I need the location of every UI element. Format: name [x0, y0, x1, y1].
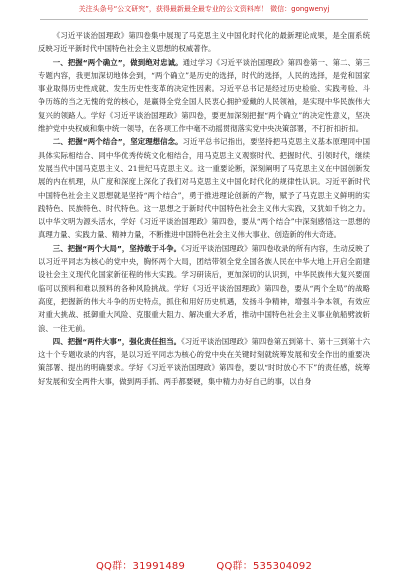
section-text: 《习近平谈治国理政》第四卷第五到第十、第十三到第十六这十个专题收录的内容，是以习近平同志为核心的党中央在关键时刻就统筹发展和安全作出的重要决策部署、提出的明确要求。学好《习近平谈治国理政》第四卷，要以“时时放心不下”的责任感，统筹好发展和安全两件大事，做到两手抓、两手都要硬，集中精力办好自己的事，以自身 [38, 336, 370, 386]
section-heading: 四、把握“两件大事”，强化责任担当。 [52, 336, 182, 346]
section-text: 《习近平谈治国理政》第四卷收录的所有内容，生动反映了以习近平同志为核心的党中央，胸怀两个大局，团结带领全党全国各族人民在中华大地上开启全面建设社会主义现代化国家新征程的伟大实践。学习研读后，更加深切的认识到，中华民族伟大复兴要面临可以预料和难以预料的各种风险挑战。学好《习近平谈治国理政》第四卷，要从“两个全局”的战略高度，把握新的伟大斗争的历史特点，抓住和用好历史机遇，发扬斗争精神，增强斗争本领，有效应对重大挑战、抵御重大风险、克服重大阻力、解决重大矛盾，推动中国特色社会主义事业航船劈波斩浪、一往无前。 [38, 243, 370, 333]
section-heading: 一、把握“两个确立”，做到绝对忠诚。 [52, 57, 183, 67]
article-body [38, 29, 370, 388]
section-text: 通过学习《习近平谈治国理政》第四卷第一、第二、第三专题内容，我更加深切地体会到，“两个确立”是历史的选择，时代的选择，人民的选择，是党和国家事业取得历史性成就、发生历史性变革的决定性因素。习近平总书记是经过历史检验、实践考验、斗争历练的当之无愧的党的核心，是赢得全党全国人民衷心拥护爱戴的人民领袖，是实现中华民族伟大复兴的领路人。学好《习近平谈治国理政》第四卷，要更加深刻把握“两个确立”的决定性意义，坚决维护党中央权威和集中统一领导，在各项工作中毫不动摇贯彻落实党中央决策部署，不打折扣折扣。 [38, 57, 370, 134]
header-divider [40, 19, 368, 20]
section-heading: 二、把握“两个结合”，坚定理想信念。 [52, 137, 183, 147]
intro-paragraph: 《习近平谈治国理政》第四卷集中展现了马克思主义中国化时代化的最新理论成果，是全面系统反映习近平新时代中国特色社会主义思想的权威著作。 [38, 31, 370, 54]
qq-group-2: QQ群：535304092 [216, 561, 313, 572]
section-paragraph [38, 56, 370, 136]
section-paragraph [38, 242, 370, 335]
section-text: 习近平总书记指出，要坚持把马克思主义基本原理同中国具体实际相结合、同中华优秀传统文化相结合，用马克思主义观察时代、把握时代、引领时代，继续发展当代中国马克思主义、21世纪马克思主义。这一重要论断，深刻阐明了马克思主义在中国创新发展的内在机理，从广度和深度上深化了我们对马克思主义中国化时代化的规律性认识。习近平新时代中国特色社会主义思想就是坚持“两个结合”，勇于推进理论创新的产物，赋予了马克思主义鲜明的实践特色、民族特色、时代特色。这一思想之于新时代中国特色社会主义伟大实践，又犹如千钧之力。以中华文明为源头活水，学好《习近平谈治国理政》第四卷，要从“两个结合”中深刻感悟这一思想的真理力量、实践力量、精神力量，不断推进中国特色社会主义伟大事业、创造新的伟大奇迹。 [38, 137, 370, 240]
section-heading: 三、把握“两个大局”，坚持敢于斗争。 [52, 243, 182, 253]
promo-banner: 关注头条号“公文研究”，获得最新最全最专业的公文资料库！ 微信：gongwenyj [78, 5, 330, 13]
section-paragraph [38, 335, 370, 388]
qq-group-1: QQ群：31991489 [95, 561, 186, 572]
footer-contact [0, 557, 408, 572]
section-paragraph [38, 135, 370, 241]
